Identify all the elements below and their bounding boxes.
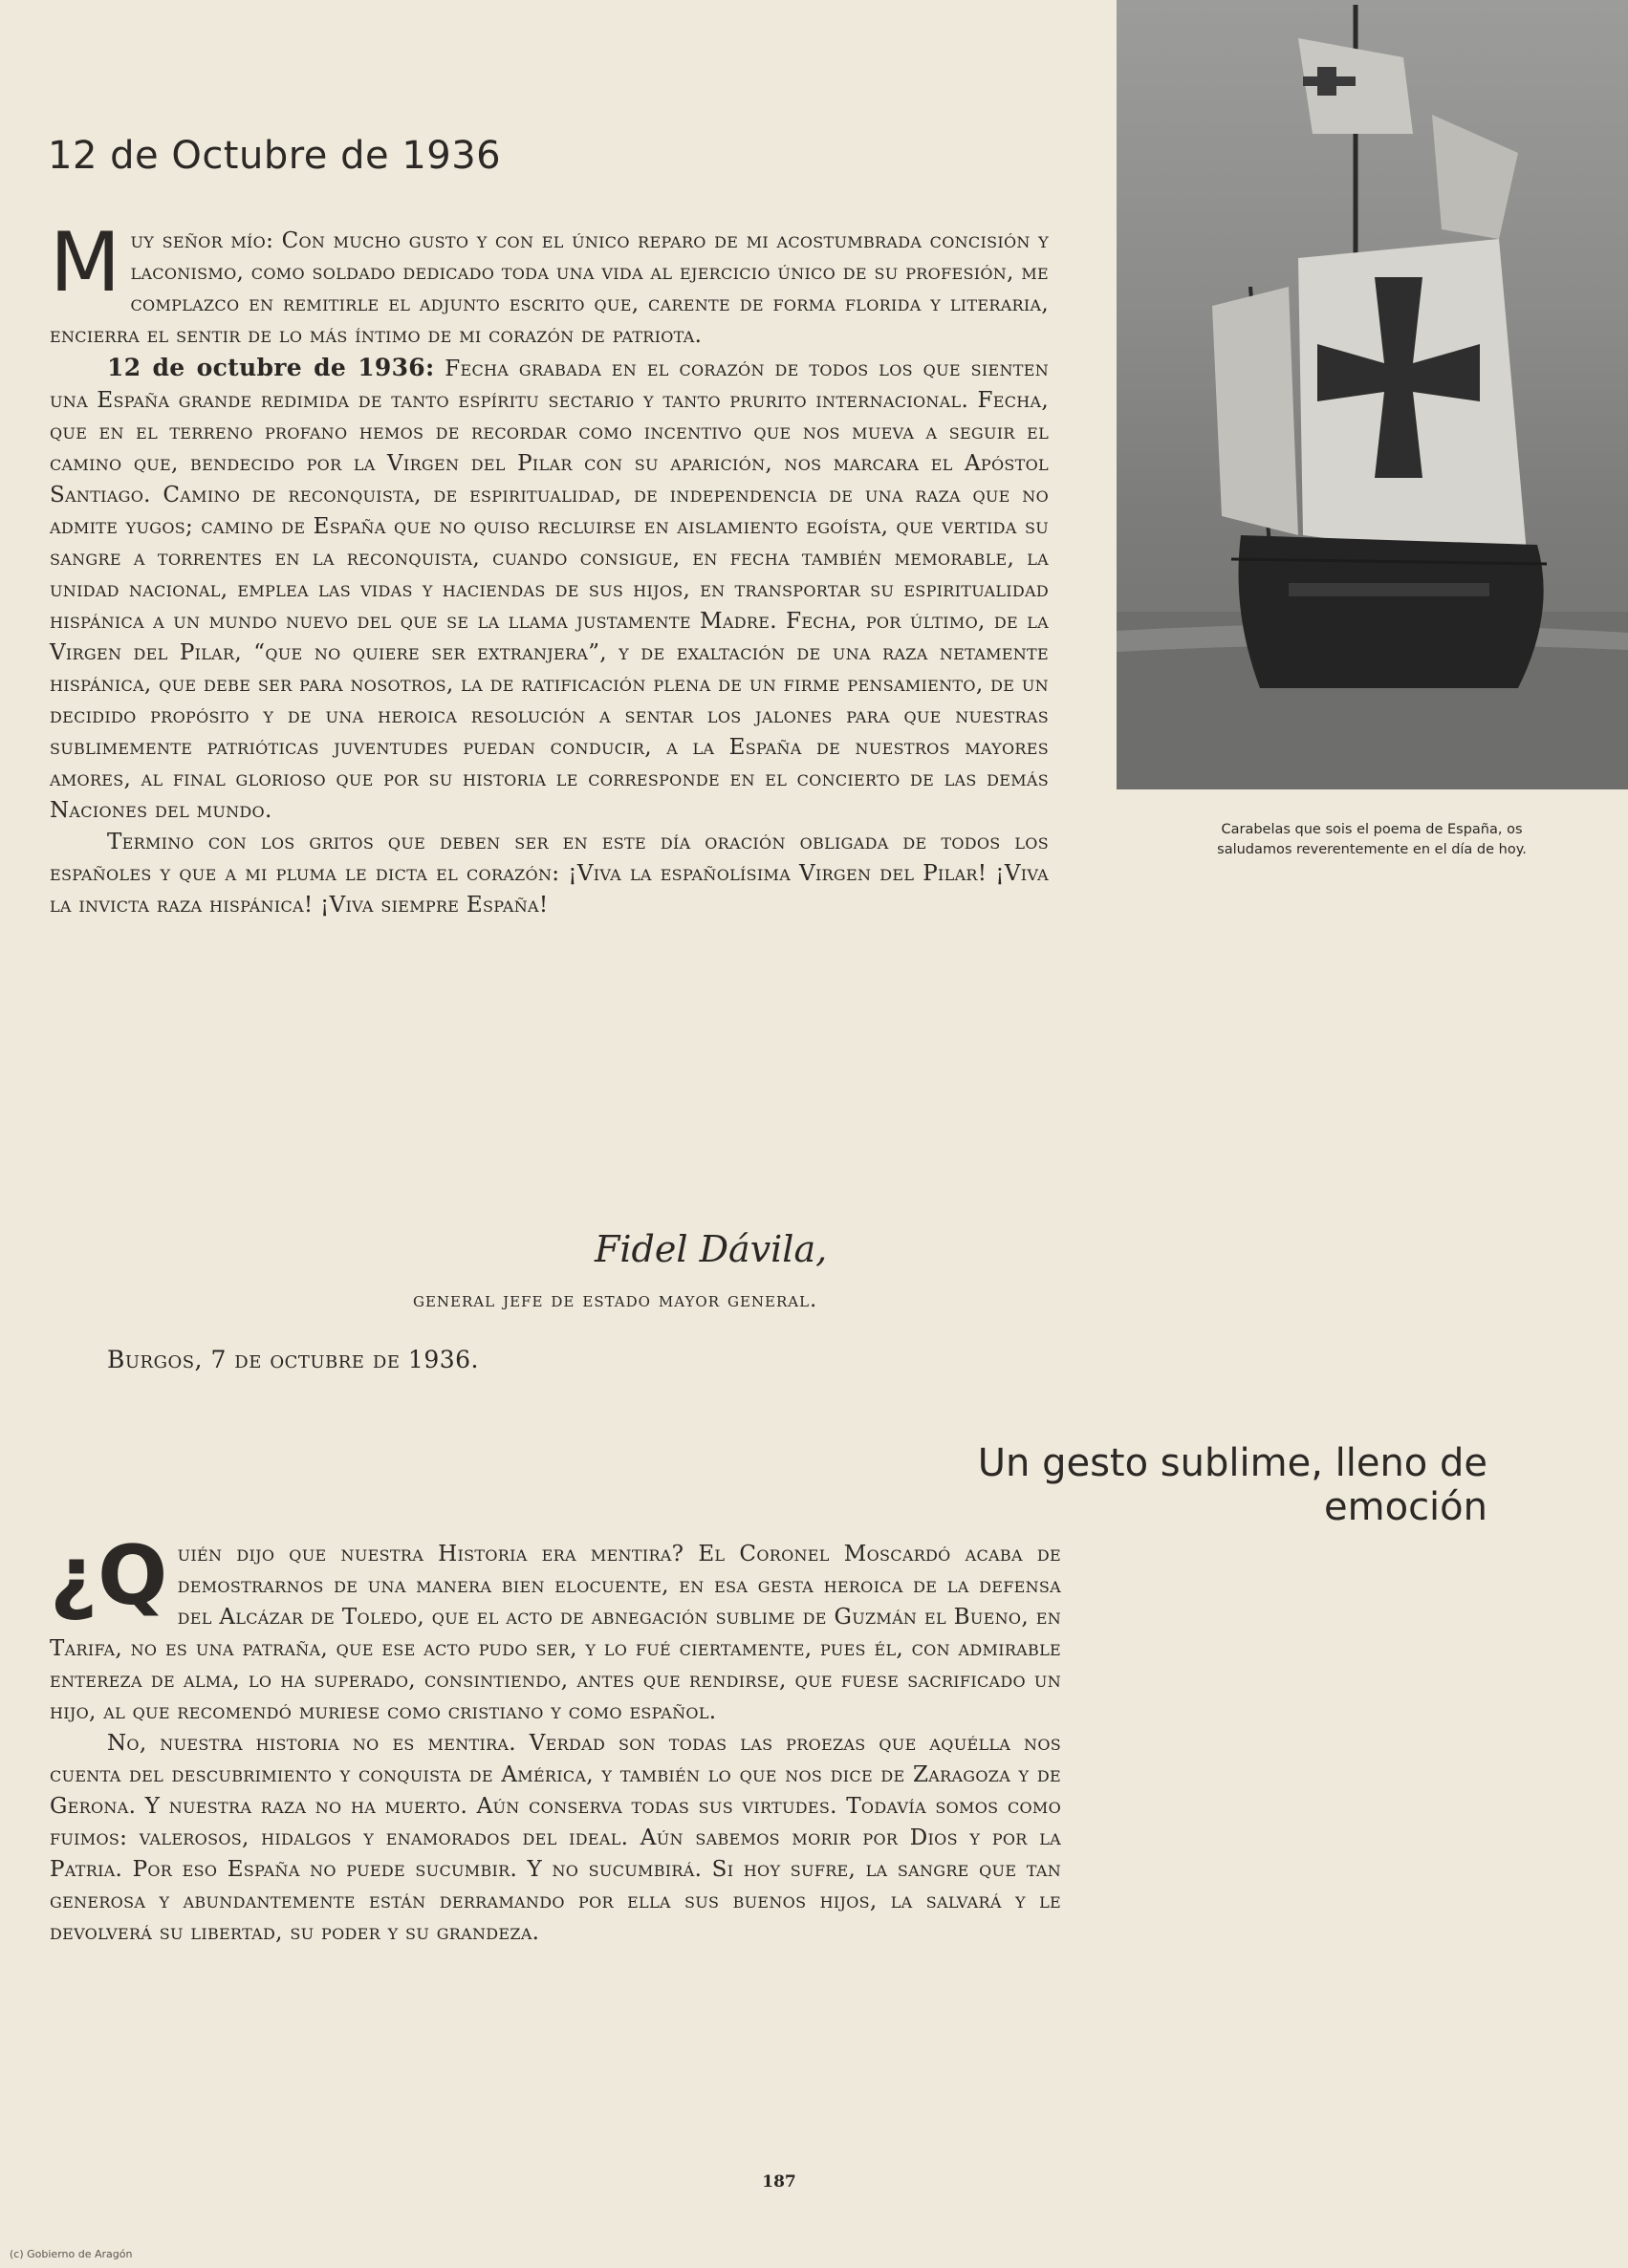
article-title-2: Un gesto sublime, lleno de emoción xyxy=(977,1441,1487,1529)
caravel-ship-icon xyxy=(1117,0,1628,789)
paragraph-1 xyxy=(50,215,1049,352)
signer-title: general jefe de estado mayor general. xyxy=(413,1288,818,1312)
caption-line-1: Carabelas que sois el poema de España, os xyxy=(1221,822,1523,837)
article-title-1: 12 de Octubre de 1936 xyxy=(48,134,502,178)
paragraph-1-text: uy señor mío: Con mucho gusto y con el único reparo de mi acostumbrada concisión y laconismo, como soldado dedicado toda una vida al ejercicio único de su profesión, me complazco en remitirle el adjunto escrito que, carente de forma florida y literaria, encierra el sentir de lo más íntimo de mi corazón de patriota. xyxy=(50,228,1049,348)
caravel-photo xyxy=(1117,0,1628,789)
paragraph-4 xyxy=(50,1528,1061,1728)
page-number: 187 xyxy=(762,2172,796,2192)
copyright-credit: (c) Gobierno de Aragón xyxy=(10,2248,133,2260)
place-date: Burgos, 7 de octubre de 1936. xyxy=(107,1346,479,1373)
drop-cap-m: M xyxy=(50,215,121,311)
bold-date: 12 de octubre de 1936: xyxy=(107,354,435,381)
paragraph-5: No, nuestra historia no es mentira. Verdad son todas las proezas que aquélla nos cuenta del descubrimiento y conquista de América, y también lo que nos dice de Zaragoza y de Gerona. Y nuestra raza no ha muerto. Aún conserva todas sus virtudes. Todavía somos como fuimos: valerosos, hidalgos y enamorados del ideal. Aún sabemos morir por Dios y por la Patria. Por eso España no puede sucumbir. Y no sucumbirá. Si hoy sufre, la sangre que tan generosa y abundantemente están derramando por ella sus buenos hijos, la salvará y le devolverá su libertad, su poder y su grandeza. xyxy=(50,1731,1061,1945)
signature: Fidel Dávila, xyxy=(595,1228,828,1270)
article-body-1 xyxy=(50,215,1049,921)
paragraph-2 xyxy=(50,352,1049,827)
drop-cap-q: ¿Q xyxy=(50,1528,168,1624)
article-body-2 xyxy=(50,1528,1061,1949)
photo-caption xyxy=(1138,820,1606,860)
caption-line-2: saludamos reverentemente en el día de hoy. xyxy=(1217,842,1527,857)
paragraph-4-text: uién dijo que nuestra Historia era mentira? El Coronel Moscardó acaba de demostrarnos de una manera bien elocuente, en esa gesta heroica de la defensa del Alcázar de Toledo, que el acto de abnegación sublime de Guzmán el Bueno, en Tarifa, no es una patraña, que ese acto pudo ser, y lo fué ciertamente, pues él, con admirable entereza de alma, lo ha superado, consintiendo, antes que rendirse, que fuese sacrificado un hijo, al que recomendó muriese como cristiano y como español. xyxy=(50,1542,1061,1724)
paragraph-2-text: Fecha grabada en el corazón de todos los que sienten una España grande redimida de tanto espíritu sectario y tanto prurito internacional. Fecha, que en el terreno profano hemos de recordar como incentivo que nos mueva a seguir el camino que, bendecido por la Virgen del Pilar con su aparición, nos marcara el Apóstol Santiago. Camino de reconquista, de espiritualidad, de independencia de una raza que no admite yugos; camino de España que no quiso recluirse en aislamiento egoísta, que vertida su sangre a torrentes en la reconquista, cuando consigue, en fecha también memorable, la unidad nacional, emplea las vidas y haciendas de sus hijos, en transportar su espiritualidad hispánica a un mundo nuevo del que se la llama justamente Madre. Fecha, por último, de la Virgen del Pilar, “que no quiere ser extranjera”, y de exaltación de una raza netamente hispánica, que debe ser para nosotros, la de ratificación plena de un firme pensamiento, de un decidido propósito y de una heroica resolución a sentar los jalones para que nuestras sublimemente patrióticas juventudes puedan conducir, a la España de nuestros mayores amores, al final glorioso que por su historia le corresponde en el concierto de las demás Naciones del mundo. xyxy=(50,356,1049,823)
paragraph-3: Termino con los gritos que deben ser en este día oración obligada de todos los españoles y que a mi pluma le dicta el corazón: ¡Viva la españolísima Virgen del Pilar! ¡Viva la invicta raza hispánica! ¡Viva siempre España! xyxy=(50,830,1049,918)
